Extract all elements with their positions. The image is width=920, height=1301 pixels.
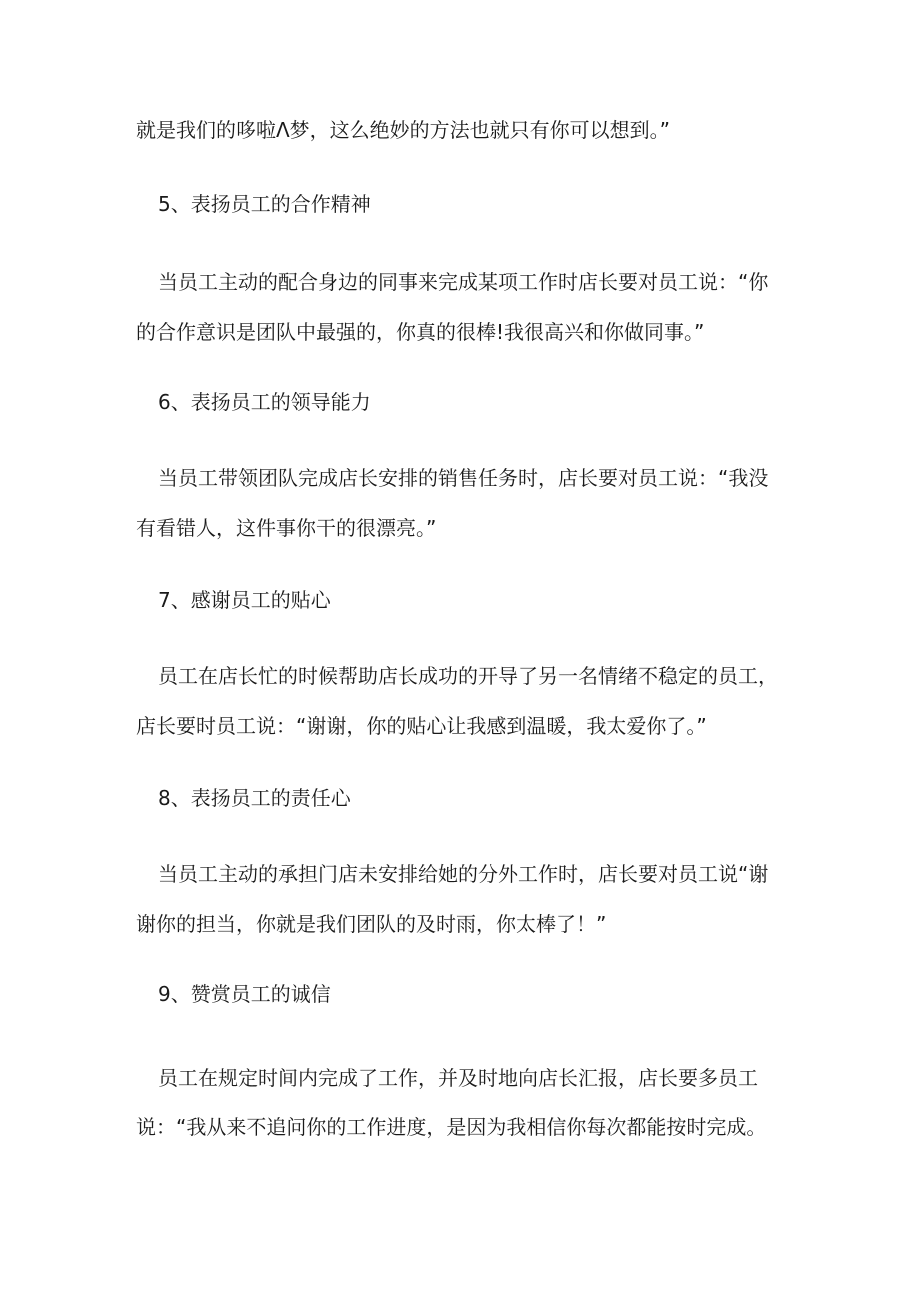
paragraph-line: 当员工主动的配合身边的同事来完成某项工作时店长要对员工说：“你 <box>158 270 769 294</box>
paragraph-line: 说：“我从来不追问你的工作进度，是因为我相信你每次都能按时完成。 <box>136 1115 767 1139</box>
paragraph-line: 有看错人，这件事你干的很漂亮。” <box>136 516 437 540</box>
paragraph-line: 当员工主动的承担门店未安排给她的分外工作时，店长要对员工说“谢 <box>158 862 769 886</box>
section-heading: 6、表扬员工的领导能力 <box>158 390 371 414</box>
paragraph-line: 谢你的担当，你就是我们团队的及时雨，你太棒了！” <box>136 912 607 936</box>
paragraph-line: 店长要时员工说：“谢谢，你的贴心让我感到温暖，我太爱你了。” <box>136 714 707 738</box>
paragraph-line: 的合作意识是团队中最强的，你真的很棒!我很高兴和你做同事。” <box>136 320 705 344</box>
paragraph-line: 就是我们的哆啦Λ梦，这么绝妙的方法也就只有你可以想到。” <box>136 118 671 142</box>
paragraph-line: 员工在店长忙的时候帮助店长成功的开导了另一名情绪不稳定的员工， <box>158 664 778 688</box>
section-heading: 9、赞赏员工的诚信 <box>158 982 331 1006</box>
paragraph-line: 员工在规定时间内完成了工作，并及时地向店长汇报，店长要多员工 <box>158 1066 758 1090</box>
section-heading: 8、表扬员工的责任心 <box>158 786 351 810</box>
section-heading: 5、表扬员工的合作精神 <box>158 192 371 216</box>
section-heading: 7、感谢员工的贴心 <box>158 588 331 612</box>
paragraph-line: 当员工带领团队完成店长安排的销售任务时，店长要对员工说：“我没 <box>158 466 769 490</box>
